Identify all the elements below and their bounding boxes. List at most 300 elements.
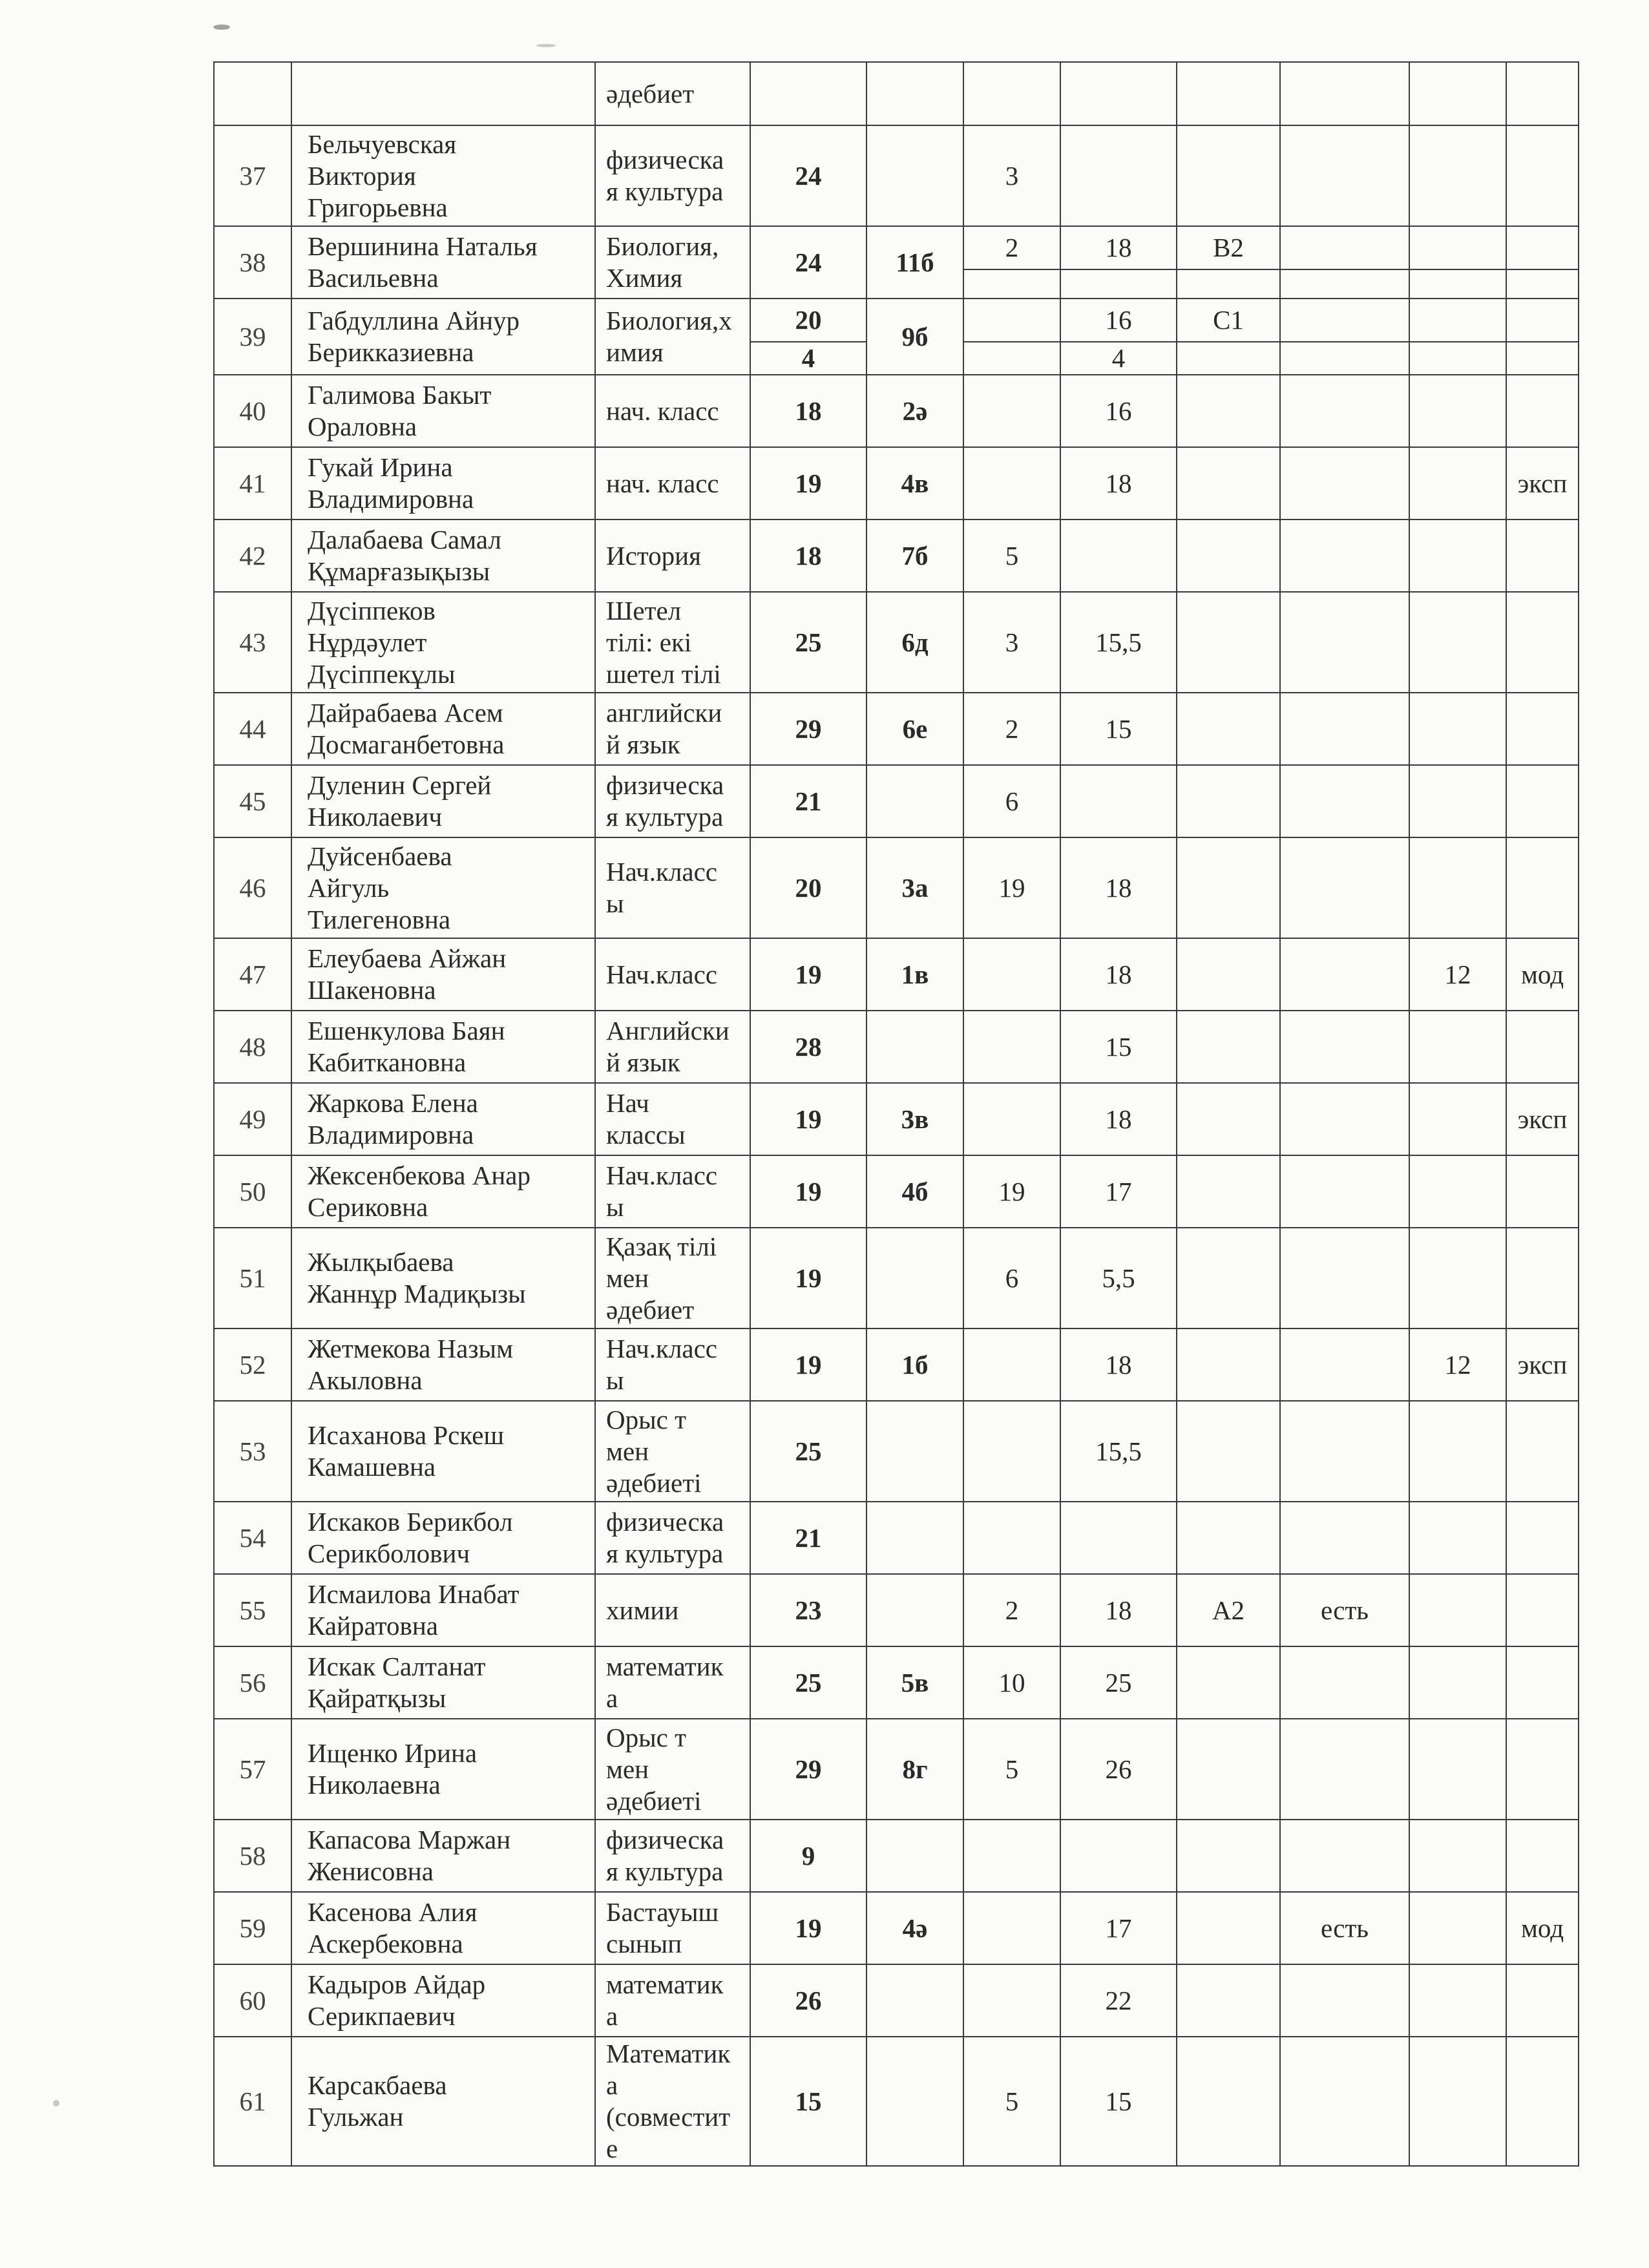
cell-line: әдебиеті — [606, 1785, 702, 1816]
cell-line: Бастауыш — [606, 1897, 719, 1927]
subject — [595, 1502, 750, 1574]
value-col6 — [1177, 765, 1280, 837]
row-number: 42 — [214, 520, 291, 592]
cell-line: Нач.класс — [606, 1334, 718, 1363]
class-group — [867, 765, 963, 837]
row-number: 44 — [214, 693, 291, 765]
hours-load: 18 — [750, 520, 867, 592]
cell-line: Гукай Ирина — [308, 452, 453, 482]
value-col7 — [1280, 447, 1409, 520]
value-col9: мод — [1506, 938, 1579, 1011]
cell-line: а — [606, 1683, 618, 1713]
cell-line: ы — [606, 888, 624, 918]
teacher-name — [291, 1228, 595, 1328]
subject — [595, 1083, 750, 1155]
value-col7 — [1280, 1502, 1409, 1574]
value-col7 — [1280, 1401, 1409, 1502]
class-group: 8г — [867, 1719, 963, 1820]
cell-line: Ешенкулова Баян — [308, 1016, 505, 1045]
subject — [595, 2037, 750, 2166]
cell-line: математик — [606, 1652, 724, 1681]
hours-load: 19 — [750, 447, 867, 520]
cell-line: Химия — [606, 263, 683, 293]
row-number: 53 — [214, 1401, 291, 1502]
value-col4 — [963, 269, 1060, 299]
row-number: 46 — [214, 837, 291, 938]
row-number: 54 — [214, 1502, 291, 1574]
value-col8 — [1409, 1574, 1506, 1646]
table-row — [214, 299, 1579, 342]
cell-line: Виктория — [308, 160, 416, 191]
row-number: 43 — [214, 592, 291, 693]
value-col8 — [1409, 1228, 1506, 1328]
value-col7 — [1280, 938, 1409, 1011]
teacher-name — [291, 1502, 595, 1574]
row-number: 61 — [214, 2037, 291, 2166]
value-col8 — [1409, 1646, 1506, 1719]
value-col9 — [1506, 1964, 1579, 2037]
class-group — [867, 125, 963, 226]
teacher-name — [291, 1719, 595, 1820]
cell-line: Елеубаева Айжан — [308, 943, 507, 973]
value-col6 — [1177, 2037, 1280, 2166]
cell-line: Берикказиевна — [308, 337, 474, 367]
value-col8 — [1409, 1083, 1506, 1155]
value-col6 — [1177, 1719, 1280, 1820]
value-col6 — [1177, 592, 1280, 693]
value-col5 — [1060, 1820, 1177, 1892]
row-number: 51 — [214, 1228, 291, 1328]
table-row — [214, 1646, 1579, 1719]
cell-line: химии — [606, 1595, 679, 1625]
value-col6: B2 — [1177, 226, 1280, 269]
value-col5: 15 — [1060, 1011, 1177, 1083]
class-group: 2ә — [867, 375, 963, 447]
hours-load: 24 — [750, 125, 867, 226]
value-col7 — [1280, 226, 1409, 269]
class-group: 4в — [867, 447, 963, 520]
table-row — [214, 1228, 1579, 1328]
value-col8 — [1409, 1011, 1506, 1083]
value-col8 — [1409, 375, 1506, 447]
scan-speck — [536, 44, 556, 47]
value-col9: эксп — [1506, 1328, 1579, 1401]
cell-line: Нач — [606, 1088, 649, 1118]
value-col6 — [1177, 938, 1280, 1011]
value-col6 — [1177, 1820, 1280, 1892]
value-col9 — [1506, 1155, 1579, 1228]
value-col9 — [1506, 837, 1579, 938]
teacher-name — [291, 592, 595, 693]
value-col7 — [1280, 1328, 1409, 1401]
class-group — [867, 1011, 963, 1083]
value-col7 — [1280, 1646, 1409, 1719]
empty-cell — [1280, 342, 1409, 375]
cell-line: Женисовна — [308, 1856, 434, 1886]
row-number: 49 — [214, 1083, 291, 1155]
value-col7 — [1280, 1964, 1409, 2037]
cell-line: классы — [606, 1120, 686, 1150]
class-group — [867, 1502, 963, 1574]
value-col4: 5 — [963, 520, 1060, 592]
value-col4: 3 — [963, 125, 1060, 226]
teacher-name — [291, 375, 595, 447]
hours-load: 15 — [750, 2037, 867, 2166]
value-col8 — [1409, 1820, 1506, 1892]
value-col8 — [1409, 592, 1506, 693]
teacher-name — [291, 765, 595, 837]
table-row — [214, 592, 1579, 693]
value-col4 — [963, 447, 1060, 520]
value-col5 — [1060, 1502, 1177, 1574]
value-col8: 12 — [1409, 1328, 1506, 1401]
cell-line: Айгуль — [308, 872, 390, 903]
value-col4 — [963, 375, 1060, 447]
class-group: 3а — [867, 837, 963, 938]
class-group: 1в — [867, 938, 963, 1011]
cell-line: Бельчуевская — [308, 129, 457, 159]
cell-line: Нач.класс — [606, 1160, 718, 1190]
cell-line: әдебиеті — [606, 1467, 702, 1498]
value-col7 — [1280, 1228, 1409, 1328]
teacher-name — [291, 2037, 595, 2166]
value-col5: 18 — [1060, 226, 1177, 269]
scan-speck — [53, 2100, 59, 2106]
class-group: 1б — [867, 1328, 963, 1401]
value-col7 — [1280, 1820, 1409, 1892]
table-row — [214, 1011, 1579, 1083]
hours-load: 19 — [750, 1155, 867, 1228]
value-col5: 16 — [1060, 299, 1177, 342]
value-col9: мод — [1506, 1892, 1579, 1964]
value-col4 — [963, 1083, 1060, 1155]
cell-line: сынып — [606, 1929, 682, 1958]
class-group: 4б — [867, 1155, 963, 1228]
cell-line: Дүсіппеков — [308, 595, 436, 625]
cell-line: Серикпаевич — [308, 2001, 456, 2031]
cell-line: Нач.класс — [606, 857, 718, 887]
value-col7 — [1280, 1083, 1409, 1155]
empty-cell — [1506, 269, 1579, 299]
value-col4 — [963, 1328, 1060, 1401]
value-col8 — [1409, 447, 1506, 520]
value-col8 — [1409, 226, 1506, 269]
cell-line: ы — [606, 1365, 624, 1395]
cell-line: Капасова Маржан — [308, 1825, 511, 1854]
cell-line: Григорьевна — [308, 192, 448, 222]
row-number: 50 — [214, 1155, 291, 1228]
value-col7: есть — [1280, 1892, 1409, 1964]
teacher-name — [291, 938, 595, 1011]
class-group — [867, 1574, 963, 1646]
value-col5: 16 — [1060, 375, 1177, 447]
cell-line: Николаевич — [308, 802, 443, 832]
value-col4 — [963, 1011, 1060, 1083]
hours-load-extra: 4 — [750, 342, 867, 375]
table-row-fragment — [214, 62, 1579, 125]
cell-line: әдебиет — [606, 1294, 695, 1325]
cell-line: Орыс т — [606, 1404, 687, 1434]
value-col5: 18 — [1060, 938, 1177, 1011]
cell-line: Акыловна — [308, 1365, 423, 1395]
value-col9 — [1506, 125, 1579, 226]
class-group — [867, 1401, 963, 1502]
value-col5 — [1060, 269, 1177, 299]
value-col4: 2 — [963, 226, 1060, 269]
value-col7 — [1280, 693, 1409, 765]
cell-line: Құмарғазықызы — [308, 556, 490, 586]
cell-line: я культура — [606, 1856, 724, 1886]
value-col4: 10 — [963, 1646, 1060, 1719]
value-col4: 3 — [963, 592, 1060, 693]
value-col5: 17 — [1060, 1892, 1177, 1964]
value-col4: 2 — [963, 693, 1060, 765]
value-col9 — [1506, 693, 1579, 765]
subject — [595, 1228, 750, 1328]
value-col8 — [1409, 299, 1506, 342]
cell-line: Исаханова Рскеш — [308, 1420, 505, 1450]
value-col8 — [1409, 1502, 1506, 1574]
value-col8: 12 — [1409, 938, 1506, 1011]
table-row — [214, 520, 1579, 592]
class-group: 6е — [867, 693, 963, 765]
hours-load: 25 — [750, 1646, 867, 1719]
cell-line: Касенова Алия — [308, 1897, 478, 1927]
value-col4: 19 — [963, 837, 1060, 938]
num-cell — [214, 62, 291, 125]
value-col4 — [963, 1892, 1060, 1964]
teacher-name — [291, 1964, 595, 2037]
table-row — [214, 1502, 1579, 1574]
value-col9 — [1506, 299, 1579, 342]
value-col9 — [1506, 1502, 1579, 1574]
class-group: 11б — [867, 226, 963, 299]
hours-load: 20 — [750, 299, 867, 342]
cell-line: Серикболович — [308, 1538, 470, 1568]
cell-line: Далабаева Самал — [308, 525, 501, 554]
cell-line: Дүсіппекұлы — [308, 658, 456, 689]
hours-load: 24 — [750, 226, 867, 299]
cell-line: Ищенко Ирина — [308, 1738, 478, 1768]
cell-line: физическа — [606, 1507, 724, 1537]
cell-line: Шетел — [606, 595, 682, 625]
value-col6 — [1177, 1011, 1280, 1083]
row-number: 58 — [214, 1820, 291, 1892]
value-col4 — [963, 1502, 1060, 1574]
hours-load: 23 — [750, 1574, 867, 1646]
value-col4: 6 — [963, 1228, 1060, 1328]
value-col8 — [1409, 520, 1506, 592]
table-row — [214, 938, 1579, 1011]
subject-cell: әдебиет — [595, 62, 750, 125]
class-group: 6д — [867, 592, 963, 693]
value-col8 — [1409, 2037, 1506, 2166]
cell-line: Галимова Бакыт — [308, 380, 492, 410]
cell-line: нач. класс — [606, 395, 719, 426]
cell-line: я культура — [606, 802, 724, 832]
value-col8 — [1409, 693, 1506, 765]
hours-load: 21 — [750, 765, 867, 837]
table-row — [214, 1574, 1579, 1646]
hours-load: 25 — [750, 1401, 867, 1502]
table-row — [214, 375, 1579, 447]
value-col5: 15,5 — [1060, 592, 1177, 693]
hours-load: 19 — [750, 1892, 867, 1964]
value-col5: 26 — [1060, 1719, 1177, 1820]
class-group: 4ә — [867, 1892, 963, 1964]
subject — [595, 837, 750, 938]
cell-line: Аскербековна — [308, 1929, 463, 1958]
value-col9 — [1506, 765, 1579, 837]
teacher-name — [291, 693, 595, 765]
table-row — [214, 1083, 1579, 1155]
cell-line: а — [606, 2001, 618, 2031]
cell-line: а — [606, 2070, 618, 2100]
teacher-name — [291, 1820, 595, 1892]
subject — [595, 1646, 750, 1719]
cell-line: Орыс т — [606, 1722, 687, 1752]
value-col9 — [1506, 1719, 1579, 1820]
class-group — [867, 1820, 963, 1892]
value-col4: 19 — [963, 1155, 1060, 1228]
subject — [595, 1719, 750, 1820]
value-col5: 25 — [1060, 1646, 1177, 1719]
cell-line: я культура — [606, 176, 724, 206]
cell-line: физическа — [606, 1825, 724, 1854]
value-col4 — [963, 1820, 1060, 1892]
cell-line: тілі: екі — [606, 627, 692, 657]
cell-line: Карсакбаева — [308, 2070, 447, 2100]
value-col7 — [1280, 1011, 1409, 1083]
value-col5: 5,5 — [1060, 1228, 1177, 1328]
table-row — [214, 226, 1579, 269]
table-row — [214, 1964, 1579, 2037]
cell-line: Жаннұр Мадиқызы — [308, 1279, 526, 1308]
value-col9 — [1506, 226, 1579, 269]
cell-line: шетел тілі — [606, 658, 721, 689]
cell-line: й язык — [606, 1047, 680, 1077]
subject — [595, 1155, 750, 1228]
subject — [595, 1820, 750, 1892]
value-col9 — [1506, 375, 1579, 447]
cell-line: я культура — [606, 1538, 724, 1568]
value-col9 — [1506, 1646, 1579, 1719]
value-col9 — [1506, 1228, 1579, 1328]
teacher-name — [291, 1892, 595, 1964]
subject — [595, 299, 750, 375]
value-col6 — [1177, 837, 1280, 938]
cell-line: Биология,х — [606, 306, 732, 335]
hours-load: 19 — [750, 1083, 867, 1155]
value-col7: есть — [1280, 1574, 1409, 1646]
value-col8 — [1409, 1964, 1506, 2037]
cell-line: Искак Салтанат — [308, 1652, 486, 1681]
row-number: 47 — [214, 938, 291, 1011]
value-col6: A2 — [1177, 1574, 1280, 1646]
value-col6 — [1177, 1964, 1280, 2037]
value-col7 — [1280, 299, 1409, 342]
table-row — [214, 125, 1579, 226]
subject — [595, 1401, 750, 1502]
value-col6 — [1177, 1083, 1280, 1155]
value-col8 — [1409, 765, 1506, 837]
teacher-name — [291, 447, 595, 520]
subject — [595, 592, 750, 693]
cell-line: физическа — [606, 770, 724, 800]
value-col6 — [1177, 447, 1280, 520]
value-col6 — [1177, 1328, 1280, 1401]
value-col9 — [1506, 1820, 1579, 1892]
teacher-name — [291, 1646, 595, 1719]
row-number: 55 — [214, 1574, 291, 1646]
value-col4 — [963, 342, 1060, 375]
value-col4 — [963, 299, 1060, 342]
cell-line: й язык — [606, 730, 680, 759]
cell-line: Дуйсенбаева — [308, 841, 452, 871]
value-col7 — [1280, 837, 1409, 938]
value-col5: 15 — [1060, 2037, 1177, 2166]
teacher-name — [291, 1401, 595, 1502]
cell-line: Қазақ тілі — [606, 1231, 717, 1261]
subject — [595, 765, 750, 837]
subject — [595, 447, 750, 520]
empty-cell — [1409, 342, 1506, 375]
cell-line: Камашевна — [308, 1452, 436, 1482]
subject — [595, 520, 750, 592]
empty-cell — [1409, 269, 1506, 299]
value-col6: C1 — [1177, 299, 1280, 342]
cell-line: Владимировна — [308, 484, 474, 514]
value-col4 — [963, 1964, 1060, 2037]
teacher-name — [291, 1011, 595, 1083]
row-number: 52 — [214, 1328, 291, 1401]
cell-line: Нұрдәулет — [308, 627, 427, 657]
cell-line: Нач.класс — [606, 959, 718, 989]
teacher-table — [213, 61, 1579, 2167]
cell-line: История — [606, 540, 701, 571]
subject — [595, 1964, 750, 2037]
value-col9 — [1506, 1401, 1579, 1502]
value-col7 — [1280, 520, 1409, 592]
value-col7 — [1280, 375, 1409, 447]
value-col6 — [1177, 1155, 1280, 1228]
teacher-name — [291, 520, 595, 592]
cell-line: Жаркова Елена — [308, 1088, 478, 1118]
cell-line: Искаков Берикбол — [308, 1507, 513, 1537]
value-col4 — [963, 938, 1060, 1011]
subject — [595, 226, 750, 299]
empty-cell — [1506, 342, 1579, 375]
table-row — [214, 693, 1579, 765]
subject — [595, 1574, 750, 1646]
cell-line: Исмаилова Инабат — [308, 1579, 520, 1609]
cell-line: математик — [606, 1969, 724, 1999]
value-col5: 18 — [1060, 837, 1177, 938]
cell-line: ы — [606, 1192, 624, 1222]
cell-line: Шакеновна — [308, 975, 436, 1005]
value-col6 — [1177, 1401, 1280, 1502]
cell-line: е — [606, 2134, 618, 2163]
value-col8 — [1409, 1155, 1506, 1228]
row-number: 45 — [214, 765, 291, 837]
cell-line: Тилегеновна — [308, 904, 451, 934]
value-col8 — [1409, 125, 1506, 226]
table-row — [214, 837, 1579, 938]
empty-cell — [1177, 269, 1280, 299]
cell-line: Васильевна — [308, 263, 439, 293]
value-col5 — [1060, 520, 1177, 592]
hours-load: 29 — [750, 1719, 867, 1820]
